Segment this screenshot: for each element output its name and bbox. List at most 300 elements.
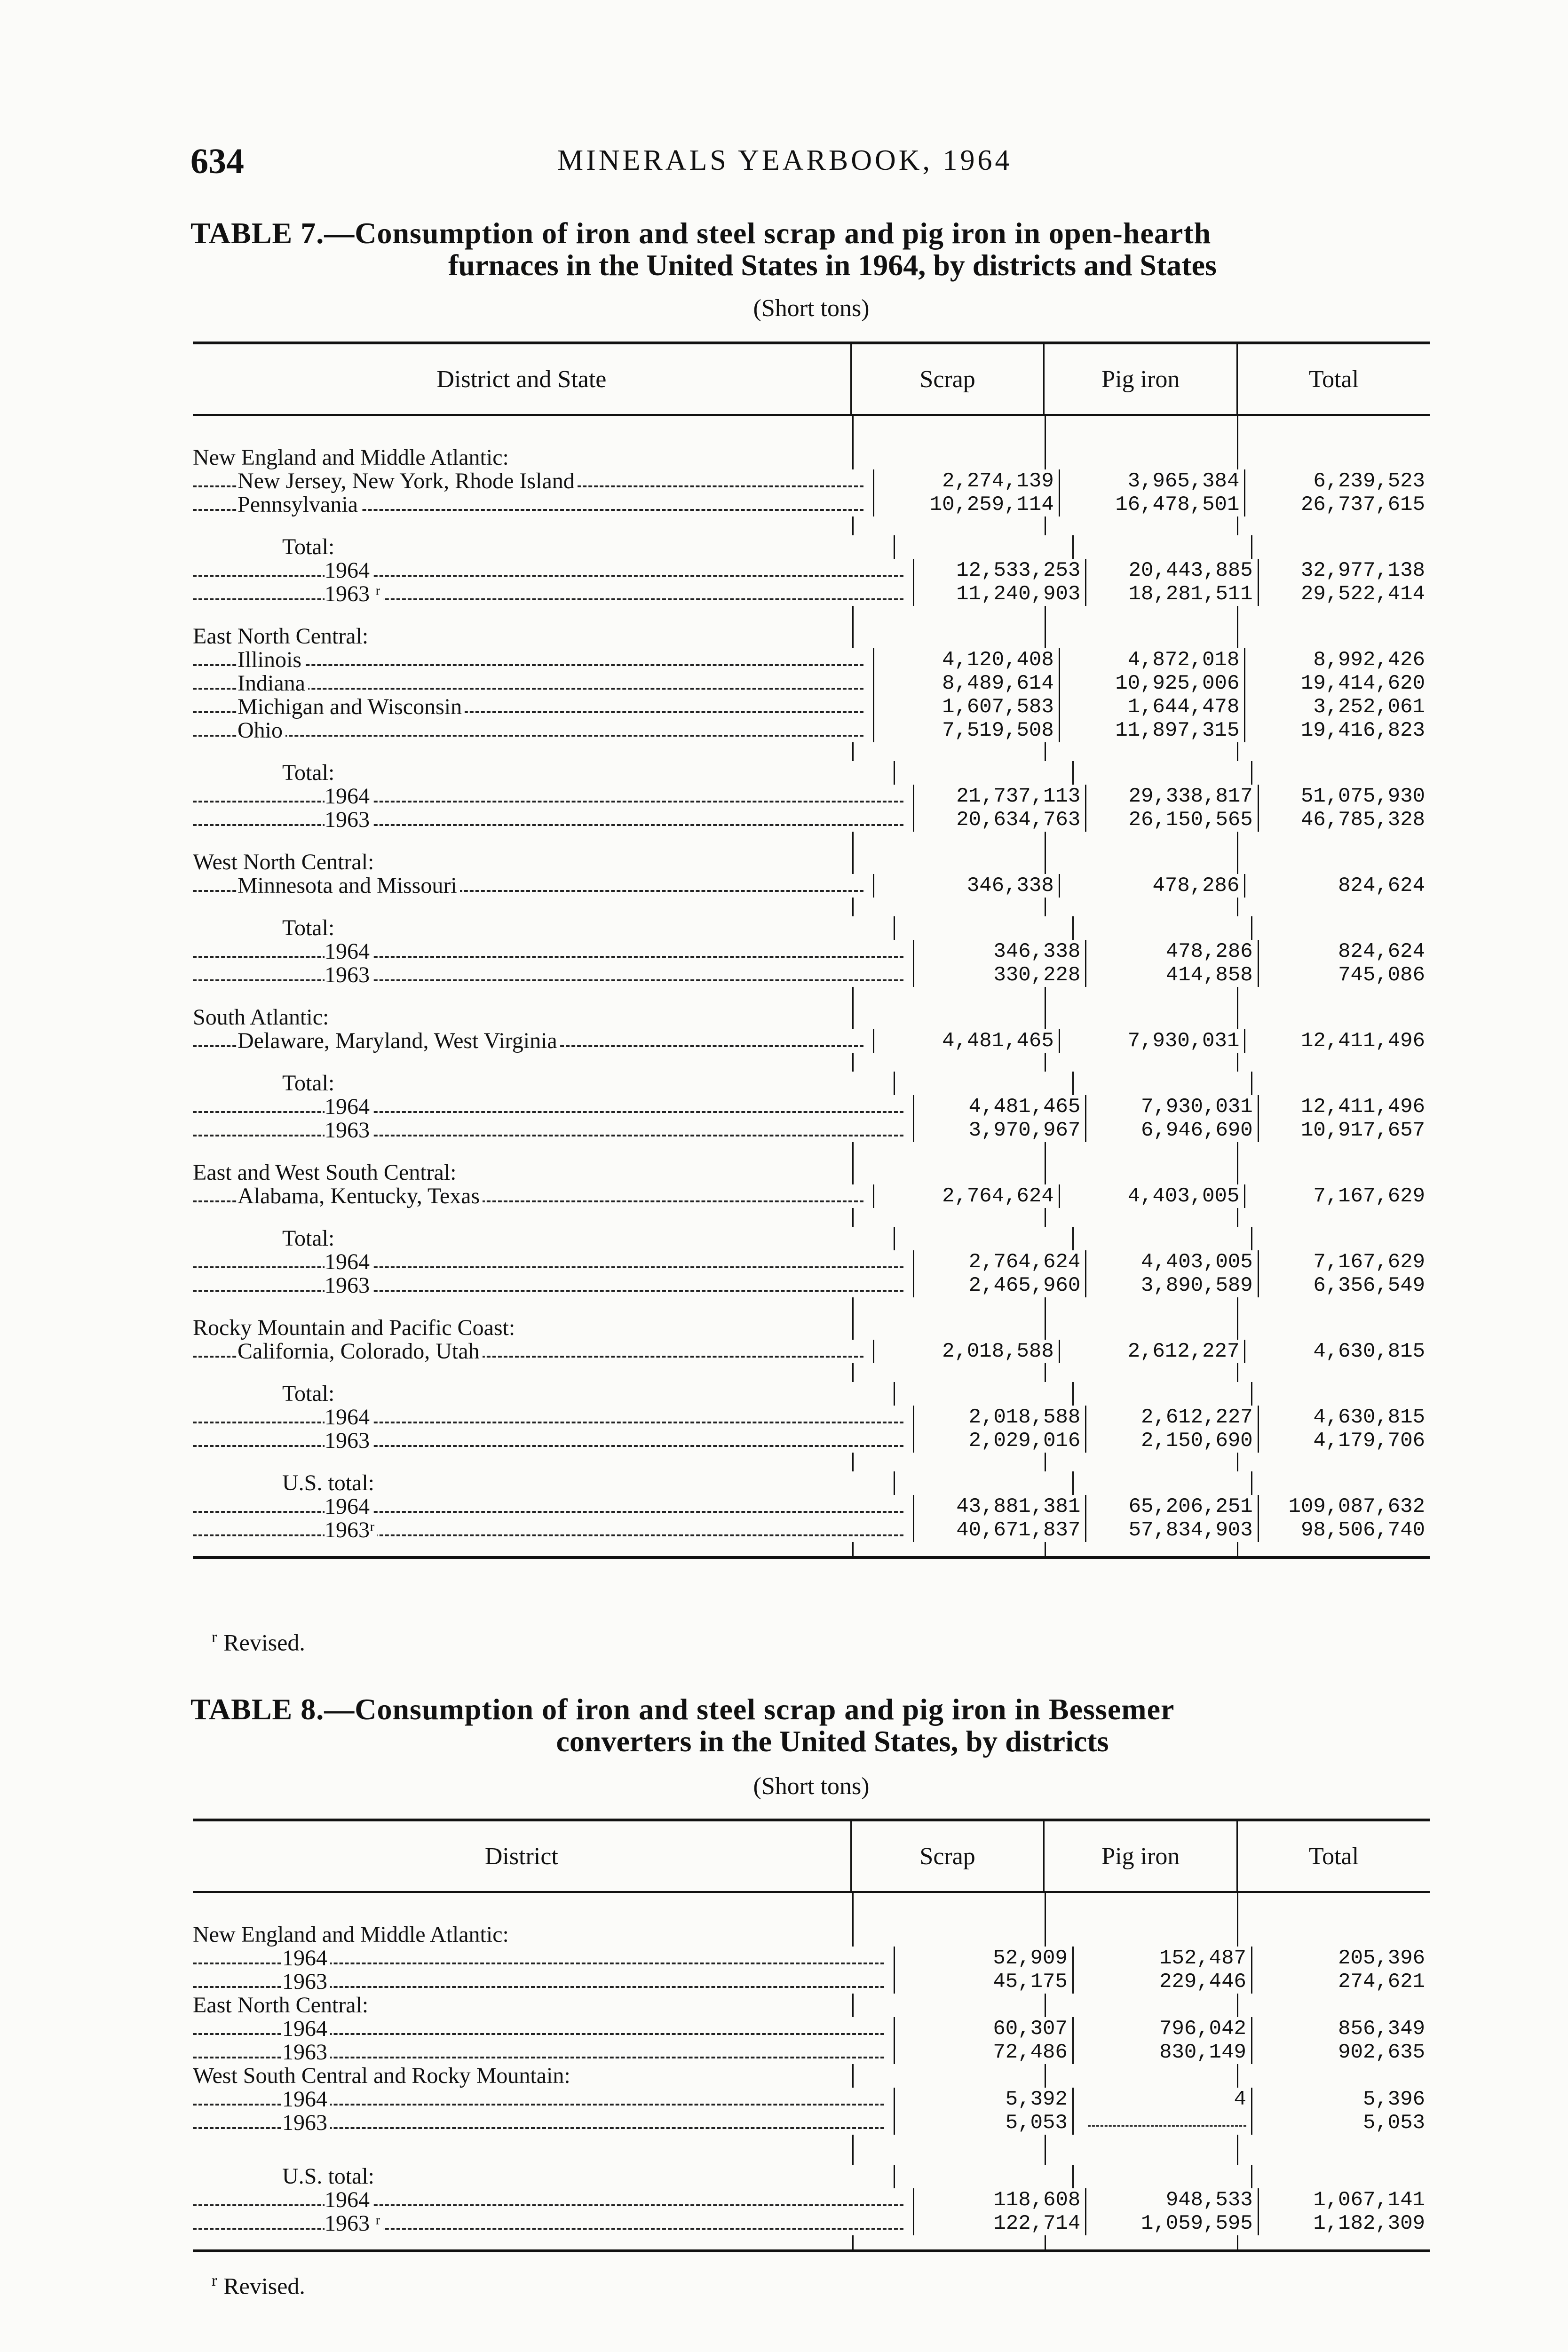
row-label-text: 1964 <box>325 940 372 963</box>
cell-total: 7,167,629 <box>1258 1250 1430 1274</box>
cell-pig: 65,206,251 <box>1085 1495 1257 1518</box>
cell-scrap <box>894 2165 1072 2188</box>
row-label-text: Total: <box>282 916 337 940</box>
cell-pig: 3,965,384 <box>1059 469 1244 493</box>
table-row <box>193 672 1430 695</box>
group-heading-row <box>193 1316 1430 1340</box>
cell-pig: 478,286 <box>1085 940 1257 963</box>
table8-caption-line2: converters in the United States, by districts <box>556 1724 1109 1758</box>
table8-col-total: Total <box>1236 1821 1430 1891</box>
cell-total: 5,396 <box>1251 2088 1430 2111</box>
group-heading-row <box>193 1382 1430 1406</box>
row-label <box>193 1970 894 1994</box>
cell-scrap: 72,486 <box>894 2041 1072 2064</box>
cell-scrap: 60,307 <box>894 2017 1072 2041</box>
cell-pig: 229,446 <box>1072 1970 1251 1994</box>
row-label-text: Total: <box>282 1072 337 1095</box>
table8 <box>193 1819 1430 2252</box>
group-heading-row <box>193 2064 1430 2088</box>
cell-pig: 7,930,031 <box>1085 1095 1257 1119</box>
row-spacer <box>193 742 1430 761</box>
cell-total: 26,737,615 <box>1244 493 1430 516</box>
cell-total: 19,416,823 <box>1244 719 1430 742</box>
cell-total: 205,396 <box>1251 1947 1430 1970</box>
table-row <box>193 1970 1430 1994</box>
row-label-text: East North Central: <box>193 625 371 648</box>
cell-total <box>1251 535 1430 559</box>
table-row <box>193 1947 1430 1970</box>
cell-total <box>1251 916 1430 940</box>
cell-pig: 478,286 <box>1059 874 1244 898</box>
cell-scrap: 12,533,253 <box>913 559 1085 582</box>
table-row <box>193 2111 1430 2135</box>
row-spacer <box>193 832 1430 850</box>
table-row <box>193 1340 1430 1363</box>
cell-total <box>1237 1923 1429 1947</box>
group-heading-row <box>193 1923 1430 1947</box>
cell-pig: 4 <box>1072 2088 1251 2111</box>
cell-total <box>1237 1161 1429 1184</box>
cell-scrap: 2,465,960 <box>913 1274 1085 1297</box>
group-heading-row <box>193 1072 1430 1095</box>
cell-scrap <box>852 1316 1045 1340</box>
row-label-text: Pennsylvania <box>238 493 361 516</box>
cell-scrap <box>894 1471 1072 1495</box>
row-label <box>193 493 873 516</box>
row-label-text: 1963ʳ <box>325 1518 377 1542</box>
cell-pig <box>1045 1923 1237 1947</box>
row-label <box>193 2165 894 2188</box>
cell-pig: 4,872,018 <box>1059 648 1244 672</box>
table-row <box>193 785 1430 808</box>
row-label-text: New England and Middle Atlantic: <box>193 1923 512 1947</box>
group-heading-row <box>193 1227 1430 1250</box>
row-label-text: 1963 <box>282 2111 330 2135</box>
table8-header <box>193 1821 1430 1893</box>
cell-scrap: 45,175 <box>894 1970 1072 1994</box>
row-label-text: 1963 <box>325 1274 372 1297</box>
table8-col-label: District <box>484 1843 558 1870</box>
cell-pig: 10,925,006 <box>1059 672 1244 695</box>
row-label <box>193 672 873 695</box>
cell-pig <box>1045 446 1237 469</box>
table-row <box>193 2017 1430 2041</box>
cell-scrap <box>894 1382 1072 1406</box>
row-label-text: 1964 <box>325 1095 372 1119</box>
row-label <box>193 1471 894 1495</box>
group-heading-row <box>193 1006 1430 1029</box>
row-label-text: 1964 <box>282 2088 330 2111</box>
cell-total <box>1251 1382 1430 1406</box>
table-row <box>193 493 1430 516</box>
table8-caption-line1: TABLE 8.—Consumption of iron and steel scrap and pig iron in Bessemer <box>190 1692 1175 1726</box>
footnote-mark: r <box>212 1629 217 1646</box>
row-spacer <box>193 606 1430 625</box>
row-label <box>193 874 873 898</box>
cell-pig: 796,042 <box>1072 2017 1251 2041</box>
cell-pig: 1,059,595 <box>1085 2212 1257 2235</box>
row-spacer <box>193 1208 1430 1227</box>
cell-scrap <box>852 1923 1045 1947</box>
table8-units: (Short tons) <box>753 1773 870 1800</box>
row-label <box>193 1029 873 1053</box>
table-row <box>193 1429 1430 1453</box>
cell-total <box>1237 850 1429 874</box>
cell-scrap: 2,018,588 <box>913 1406 1085 1429</box>
row-spacer <box>193 898 1430 916</box>
cell-pig <box>1045 1316 1237 1340</box>
cell-scrap: 4,481,465 <box>913 1095 1085 1119</box>
cell-total: 12,411,496 <box>1258 1095 1430 1119</box>
table-row <box>193 2212 1430 2235</box>
row-label-text: 1963 ʳ <box>325 2212 383 2235</box>
row-label-text: 1964 <box>325 1406 372 1429</box>
cell-total: 3,252,061 <box>1244 695 1430 719</box>
cell-pig: 29,338,817 <box>1085 785 1257 808</box>
row-label-text: 1964 <box>282 2017 330 2041</box>
table-row <box>193 582 1430 606</box>
cell-scrap: 11,240,903 <box>913 582 1085 606</box>
cell-pig: 2,150,690 <box>1085 1429 1257 1453</box>
row-label <box>193 535 894 559</box>
cell-total: 98,506,740 <box>1258 1518 1430 1542</box>
cell-pig: 3,890,589 <box>1085 1274 1257 1297</box>
row-label <box>193 1184 873 1208</box>
cell-scrap: 3,970,967 <box>913 1119 1085 1142</box>
row-label <box>193 1095 913 1119</box>
cell-pig <box>1045 2064 1237 2088</box>
row-label-text: 1964 <box>325 2188 372 2212</box>
cell-scrap: 10,259,114 <box>873 493 1059 516</box>
row-label <box>193 1161 852 1184</box>
row-label <box>193 695 873 719</box>
cell-pig: 1,644,478 <box>1059 695 1244 719</box>
table7 <box>193 342 1430 1559</box>
cell-total <box>1237 1316 1429 1340</box>
row-label <box>193 469 873 493</box>
table-row <box>193 963 1430 987</box>
table-row <box>193 469 1430 493</box>
row-spacer <box>193 1542 1430 1556</box>
row-spacer <box>193 2135 1430 2165</box>
row-label <box>193 2017 894 2041</box>
cell-scrap: 8,489,614 <box>873 672 1059 695</box>
cell-pig: 11,897,315 <box>1059 719 1244 742</box>
row-label <box>193 625 852 648</box>
row-label-text: East and West South Central: <box>193 1161 459 1184</box>
row-label <box>193 1316 852 1340</box>
cell-pig <box>1072 1227 1251 1250</box>
cell-total <box>1237 625 1429 648</box>
cell-scrap: 2,764,624 <box>913 1250 1085 1274</box>
cell-total: 4,179,706 <box>1258 1429 1430 1453</box>
row-label <box>193 2111 894 2135</box>
table-row <box>193 559 1430 582</box>
cell-scrap <box>894 535 1072 559</box>
cell-total: 32,977,138 <box>1258 559 1430 582</box>
cell-total: 29,522,414 <box>1258 582 1430 606</box>
cell-pig: 20,443,885 <box>1085 559 1257 582</box>
row-label <box>193 916 894 940</box>
cell-total: 109,087,632 <box>1258 1495 1430 1518</box>
row-label <box>193 1406 913 1429</box>
table-row <box>193 940 1430 963</box>
row-label-text: 1964 <box>325 1250 372 1274</box>
row-label <box>193 2212 913 2235</box>
cell-scrap: 2,018,588 <box>873 1340 1059 1363</box>
row-label-text: Total: <box>282 535 337 559</box>
cell-total <box>1251 1072 1430 1095</box>
cell-pig: 830,149 <box>1072 2041 1251 2064</box>
cell-scrap: 118,608 <box>913 2188 1085 2212</box>
table-row <box>193 1184 1430 1208</box>
cell-pig: 16,478,501 <box>1059 493 1244 516</box>
row-label <box>193 1227 894 1250</box>
cell-scrap: 1,607,583 <box>873 695 1059 719</box>
row-label-text: 1963 <box>282 1970 330 1994</box>
cell-total: 4,630,815 <box>1244 1340 1430 1363</box>
group-heading-row <box>193 850 1430 874</box>
cell-pig: 414,858 <box>1085 963 1257 987</box>
group-heading-row <box>193 535 1430 559</box>
row-label <box>193 2088 894 2111</box>
table8-caption <box>190 1693 1432 1757</box>
cell-scrap: 5,392 <box>894 2088 1072 2111</box>
table-row <box>193 808 1430 832</box>
cell-pig <box>1045 625 1237 648</box>
row-label-text: Delaware, Maryland, West Virginia <box>238 1029 560 1053</box>
row-label <box>193 1250 913 1274</box>
row-label-text: Michigan and Wisconsin <box>238 695 465 719</box>
cell-total: 6,356,549 <box>1258 1274 1430 1297</box>
row-label <box>193 1382 894 1406</box>
row-label-text: Total: <box>282 761 337 785</box>
row-label-text: Total: <box>282 1382 337 1406</box>
row-label-text: Total: <box>282 1227 337 1250</box>
row-label-text: 1963 <box>325 963 372 987</box>
table-row <box>193 2188 1430 2212</box>
row-label <box>193 1072 894 1095</box>
row-label <box>193 1947 894 1970</box>
cell-scrap: 346,338 <box>873 874 1059 898</box>
row-label-text: U.S. total: <box>282 1471 377 1495</box>
row-label <box>193 940 913 963</box>
table8-col-pig: Pig iron <box>1043 1821 1236 1891</box>
row-label-text: Alabama, Kentucky, Texas <box>238 1184 483 1208</box>
cell-scrap: 21,737,113 <box>913 785 1085 808</box>
cell-total: 856,349 <box>1251 2017 1430 2041</box>
row-label-text: New Jersey, New York, Rhode Island <box>238 469 578 493</box>
cell-total: 824,624 <box>1244 874 1430 898</box>
row-spacer <box>193 1893 1430 1923</box>
row-label <box>193 648 873 672</box>
cell-total: 51,075,930 <box>1258 785 1430 808</box>
row-label <box>193 1119 913 1142</box>
row-label <box>193 1923 852 1947</box>
row-label <box>193 1518 913 1542</box>
cell-pig: 948,533 <box>1085 2188 1257 2212</box>
cell-total: 12,411,496 <box>1244 1029 1430 1053</box>
cell-total <box>1251 761 1430 785</box>
cell-pig <box>1072 1471 1251 1495</box>
row-spacer <box>193 2235 1430 2249</box>
cell-total: 10,917,657 <box>1258 1119 1430 1142</box>
cell-scrap: 52,909 <box>894 1947 1072 1970</box>
cell-scrap: 5,053 <box>894 2111 1072 2135</box>
row-label-text: West North Central: <box>193 850 377 874</box>
cell-total: 274,621 <box>1251 1970 1430 1994</box>
row-label <box>193 1006 852 1029</box>
row-label <box>193 2041 894 2064</box>
cell-scrap <box>852 850 1045 874</box>
cell-total <box>1237 446 1429 469</box>
cell-total: 745,086 <box>1258 963 1430 987</box>
cell-scrap <box>894 1072 1072 1095</box>
row-label <box>193 719 873 742</box>
row-label-text: 1963 <box>325 1119 372 1142</box>
cell-total: 7,167,629 <box>1244 1184 1430 1208</box>
row-label-text: Illinois <box>238 648 304 672</box>
cell-total: 8,992,426 <box>1244 648 1430 672</box>
table-row <box>193 1250 1430 1274</box>
cell-pig: 4,403,005 <box>1059 1184 1244 1208</box>
row-label-text: Rocky Mountain and Pacific Coast: <box>193 1316 518 1340</box>
row-label <box>193 761 894 785</box>
cell-scrap: 330,228 <box>913 963 1085 987</box>
cell-scrap <box>852 1161 1045 1184</box>
row-label-text: South Atlantic: <box>193 1006 332 1029</box>
cell-total: 46,785,328 <box>1258 808 1430 832</box>
table-row <box>193 1274 1430 1297</box>
table-row <box>193 1119 1430 1142</box>
cell-total <box>1237 1994 1429 2017</box>
table7-caption <box>190 217 1432 281</box>
cell-scrap: 40,671,837 <box>913 1518 1085 1542</box>
table-row <box>193 648 1430 672</box>
group-heading-row <box>193 2165 1430 2188</box>
cell-total <box>1237 2064 1429 2088</box>
row-label <box>193 785 913 808</box>
footnote-text: Revised. <box>223 1629 305 1656</box>
row-label-text: 1963 ʳ <box>325 582 383 606</box>
footnote-text: Revised. <box>223 2273 305 2299</box>
cell-scrap: 43,881,381 <box>913 1495 1085 1518</box>
cell-total <box>1251 1471 1430 1495</box>
table7-col-total: Total <box>1236 344 1430 414</box>
row-label <box>193 1495 913 1518</box>
row-label-text: 1963 <box>325 808 372 832</box>
row-spacer <box>193 1297 1430 1316</box>
group-heading-row <box>193 1471 1430 1495</box>
page-number: 634 <box>190 142 244 181</box>
cell-pig: 26,150,565 <box>1085 808 1257 832</box>
cell-pig: 18,281,511 <box>1085 582 1257 606</box>
row-label <box>193 2188 913 2212</box>
cell-total: 4,630,815 <box>1258 1406 1430 1429</box>
cell-pig <box>1072 2165 1251 2188</box>
row-spacer <box>193 1453 1430 1471</box>
cell-scrap <box>894 1227 1072 1250</box>
group-heading-row <box>193 761 1430 785</box>
table-row <box>193 874 1430 898</box>
cell-pig: 6,946,690 <box>1085 1119 1257 1142</box>
table8-footnote <box>212 2272 305 2300</box>
cell-scrap: 122,714 <box>913 2212 1085 2235</box>
row-label <box>193 963 913 987</box>
table7-col-scrap: Scrap <box>850 344 1044 414</box>
table8-body <box>193 1893 1430 2249</box>
cell-scrap: 20,634,763 <box>913 808 1085 832</box>
row-spacer <box>193 1363 1430 1382</box>
cell-pig: 152,487 <box>1072 1947 1251 1970</box>
cell-total <box>1251 1227 1430 1250</box>
row-label <box>193 559 913 582</box>
row-label <box>193 1274 913 1297</box>
row-label-text: 1963 <box>325 1429 372 1453</box>
table-row <box>193 1518 1430 1542</box>
row-label-text: Ohio <box>238 719 285 742</box>
row-label <box>193 1429 913 1453</box>
table-row <box>193 2088 1430 2111</box>
row-spacer <box>193 416 1430 446</box>
row-label <box>193 808 913 832</box>
cell-scrap <box>894 761 1072 785</box>
group-heading-row <box>193 1161 1430 1184</box>
group-heading-row <box>193 446 1430 469</box>
cell-scrap: 2,274,139 <box>873 469 1059 493</box>
row-label-text: 1964 <box>282 1947 330 1970</box>
footnote-mark: r <box>212 2272 217 2289</box>
table7-units: (Short tons) <box>753 295 870 322</box>
row-label-text: 1964 <box>325 785 372 808</box>
row-spacer <box>193 987 1430 1006</box>
cell-pig <box>1072 1382 1251 1406</box>
row-label-text: U.S. total: <box>282 2165 377 2188</box>
row-label <box>193 446 852 469</box>
row-label-text: 1964 <box>325 1495 372 1518</box>
row-spacer <box>193 516 1430 535</box>
cell-scrap <box>852 446 1045 469</box>
group-heading-row <box>193 916 1430 940</box>
cell-total: 824,624 <box>1258 940 1430 963</box>
table7-header <box>193 344 1430 416</box>
cell-pig <box>1072 1072 1251 1095</box>
row-label <box>193 850 852 874</box>
cell-scrap: 2,764,624 <box>873 1184 1059 1208</box>
cell-pig: 4,403,005 <box>1085 1250 1257 1274</box>
cell-total: 1,067,141 <box>1258 2188 1430 2212</box>
table7-col-label: District and State <box>436 366 607 393</box>
cell-scrap: 4,481,465 <box>873 1029 1059 1053</box>
table-row <box>193 1095 1430 1119</box>
cell-pig: 2,612,227 <box>1059 1340 1244 1363</box>
table7-col-pig: Pig iron <box>1043 344 1236 414</box>
row-spacer <box>193 1142 1430 1161</box>
row-label-text: 1963 <box>282 2041 330 2064</box>
table8-col-scrap: Scrap <box>850 1821 1044 1891</box>
row-label <box>193 1340 873 1363</box>
cell-scrap <box>852 2064 1045 2088</box>
group-heading-row <box>193 625 1430 648</box>
group-heading-row <box>193 1994 1430 2017</box>
table-row <box>193 1406 1430 1429</box>
cell-pig <box>1072 535 1251 559</box>
cell-scrap: 346,338 <box>913 940 1085 963</box>
cell-total: 19,414,620 <box>1244 672 1430 695</box>
cell-scrap: 4,120,408 <box>873 648 1059 672</box>
table-row <box>193 719 1430 742</box>
row-spacer <box>193 1053 1430 1072</box>
